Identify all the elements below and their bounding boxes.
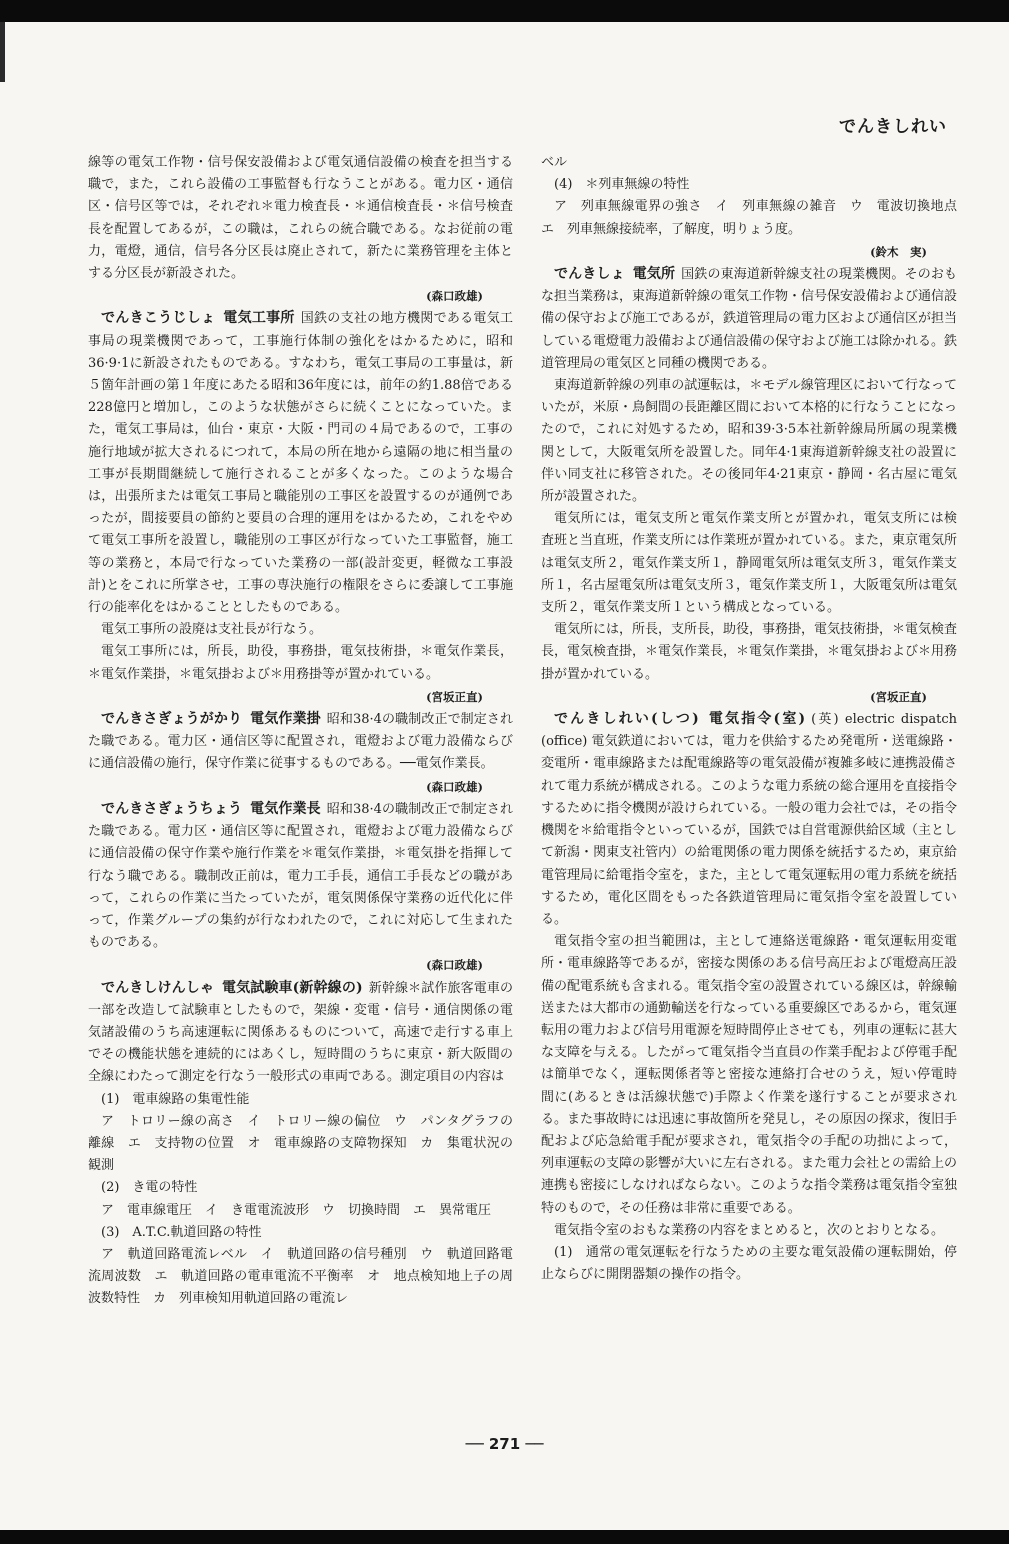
entry-headword: 電気作業長 bbox=[250, 800, 321, 817]
dictionary-entry bbox=[541, 708, 957, 931]
author-credit: (森口政雄) bbox=[426, 289, 483, 304]
scan-border-top bbox=[0, 0, 1009, 22]
entry-body: 昭和38·4の職制改正で制定された職である。電力区・通信区等に配置され，電燈および電力設備ならびに通信設備の施行，保守作業に従事するものである。──電気作業長。 bbox=[88, 712, 514, 772]
entry-reading: でんきしょ bbox=[554, 266, 625, 283]
dictionary-entry bbox=[88, 708, 513, 776]
entry-headword: 電気指令(室) bbox=[706, 711, 806, 728]
paragraph: 東海道新幹線の列車の試運転は，＊モデル線管理区において行なっていたが，米原・鳥飼間の長距離区間において本格的に行なうことになったので，これに対処するため，昭和39·3·5本社新幹線局所属の現業機関として，大阪電気所を設置した。同年4·1東海道新幹線支社の設置に伴い同支社に移管された。その後同年4·21東京・静岡・名古屋に電気所が設置された。 bbox=[541, 378, 958, 505]
running-header: でんきしれい bbox=[839, 117, 947, 137]
list-subitems: ア 電車線電圧 イ き電電流波形 ウ 切換時間 エ 異常電圧 bbox=[101, 1202, 492, 1218]
entry-body: 国鉄の支社の地方機関である電気工事局の現業機関であって，工事施行体制の強化をはかるために，昭和36·9·1に新設されたものである。すなわち，電気工事局の工事量は，新５箇年計画の第１年度にあたる昭和36年度には，前年の約1.88倍である228億円と増加し，このような状態がさらに続くことになっていた。また，電気工事局は，仙台・東京・大阪・門司の４局であるので，工事の施行地域が拡大されるにつれて，本局の所在地から遠隔の地に相当量の工事が長期間継続して施行されることが多くなった。このような場合は，出張所または電気工事局と職能別の工事区を設置するのが通例であったが，間接要員の節約と要員の合理的運用をはかるため，これをやめて電気工事所を設置し，職能別の工事区が行なっていた工事監督，施工等の業務と，本局で行なっていた業務の一部(設計変更，軽微な工事設計)とをこれに所掌させ，工事の専決施行の権限をさらに委譲して工事施行の能率化をはかることとしたものである。 bbox=[88, 311, 513, 616]
scan-border-bottom bbox=[0, 1530, 1009, 1544]
paragraph: 線等の電気工作物・信号保安設備および電気通信設備の検査を担当する職で，また，これら設備の工事監督も行なうことがある。電力区・通信区・信号区等では，それぞれ＊電力検査長・＊通信検査長・＊信号検査長を配置してあるが，この職は，これらの統合職である。なお従前の電力，電燈，通信，信号各分区長は廃止されて，新たに業務管理を主体とする分区長が新設された。 bbox=[88, 155, 513, 282]
right-column bbox=[541, 152, 971, 1286]
entry-reading: でんきしけんしゃ bbox=[101, 979, 215, 996]
paragraph: 電気指令室のおもな業務の内容をまとめると，次のとおりとなる。 bbox=[554, 1222, 945, 1238]
entry-body: 新幹線＊試作旅客電車の一部を改造して試験車としたもので，架線・変電・信号・通信関係の電気諸設備のうち高速運転に関係あるものについて，高速で走行する車上でその機能状態を連続的にはあくし，短時間のうちに東京・新大阪間の全線にわたって測定を行なう一般形式の車両である。測定項目の内容は bbox=[88, 980, 513, 1085]
list-subitems: ア 列車無線電界の強さ イ 列車無線の雑音 ウ 電波切換地点 エ 列車無線接続率，了解度，明りょう度。 bbox=[541, 199, 971, 237]
page-number-value: 271 bbox=[488, 1435, 521, 1453]
list-item: (3) A.T.C.軌道回路の特性 bbox=[101, 1224, 262, 1240]
entry-body: (英) electric dispatch (office) 電気鉄道においては，電力を供給するため発電所・送電線路・変電所・電車線路または配電線路等の電気設備が複雑多岐に連携設備されて電力系統が構成される。このような電力系統の総合運用を直接指令するために指令機関が設けられている。一般の電力会社では，その指令機関を＊給電指令といっているが，国鉄では自営電源供給区域（主として新潟・関東支社管内）の給電関係の電力関係を統括するため，東京給電管理局に給電指令室を，また，主として電気運転用の電力系統を統括するため，電化区間をもった各鉄道管理局に電気指令室を設置している。 bbox=[541, 712, 958, 927]
page-number: ── 271 ── bbox=[465, 1435, 544, 1453]
entry-headword: 電気作業掛 bbox=[250, 711, 321, 728]
entry-body: 国鉄の東海道新幹線支社の現業機関。そのおもな担当業務は，東海道新幹線の電気工作物・信号保安設備および通信設備の保守および施工であるが，鉄道管理局の電力区および通信区が担当している電燈電力設備および通信設備の保守および施工は除かれる。鉄道管理局の電気区と同種の機関である。 bbox=[541, 267, 958, 371]
paragraph: (1) 通常の電気運転を行なうための主要な電気設備の運転開始，停止ならびに開閉器類の操作の指令。 bbox=[541, 1244, 957, 1283]
entry-reading: でんきさぎょうちょう bbox=[101, 800, 243, 817]
scan-border-left bbox=[0, 22, 5, 82]
author-credit: (宮坂正直) bbox=[426, 689, 483, 704]
dictionary-entry bbox=[541, 263, 957, 375]
entry-reading: でんきさぎょうがかり bbox=[101, 711, 243, 728]
paragraph: 電気工事所の設廃は支社長が行なう。 bbox=[101, 622, 323, 638]
list-item: (1) 電車線路の集電性能 bbox=[101, 1091, 250, 1107]
author-credit: (森口政雄) bbox=[426, 779, 483, 794]
left-column bbox=[88, 152, 513, 1311]
entry-headword: 電気試験車(新幹線の) bbox=[222, 979, 363, 996]
dictionary-entry bbox=[88, 798, 513, 954]
paragraph: 電気工事所には，所長，助役，事務掛，電気技術掛，＊電気作業長，＊電気作業掛，＊電気掛および＊用務掛等が置かれている。 bbox=[88, 644, 513, 682]
list-item: (4) ＊列車無線の特性 bbox=[554, 177, 690, 193]
dictionary-entry bbox=[88, 307, 513, 619]
paragraph: 電気所には，所長，支所長，助役，事務掛，電気技術掛，＊電気検査長，電気検査掛，＊電気作業長，＊電気作業掛，＊電気掛および＊用務掛が置かれている。 bbox=[541, 622, 958, 682]
author-credit: (宮坂正直) bbox=[870, 689, 927, 704]
entry-body: 昭和38·4の職制改正で制定された職である。電力区・通信区等に配置され，電燈および電力設備ならびに通信設備の保守作業や施行作業を＊電気作業掛，＊電気掛を指揮して行なう職である。職制改正前は，電力工手長，通信工手長などの職があって，これらの作業に当たっていたが，電気関係保守業務の近代化に伴って，作業グループの集約が行なわれたので，これに対応して生まれたものである。 bbox=[88, 801, 514, 951]
entry-reading: でんきこうじしょ bbox=[101, 310, 216, 327]
paragraph: 電気指令室の担当範囲は，主として連絡送電線路・電気運転用変電所・電車線路等であるが，密接な関係のある信号高圧および電燈高圧設備の配電系統も含まれる。電気指令室の設置されている線区は，幹線輸送または大都市の通勤輸送を行なっている重要線区であるから，電気運転用の電力および信号用電源を短時間停止させても，列車の運転に甚大な支障を与える。したがって電気指令当直員の作業手配および停電手配は簡単でなく，運転関係者等と密接な連絡打合せのうえ，短い停電時間に(あるときは活線状態で)手際よく作業を遂行することが要求される。また事故時には迅速に事故箇所を発見し，その原因の探求，復旧手配および応急給電手配が要求され，電気指令の手配の功拙によって，列車運転の支障の影響が大いに左右される。また電力会社との需給上の連携も密接にしなければならない。このような指令業務は電気指令室独特のもので，その任務は非常に重要である。 bbox=[541, 934, 958, 1216]
paragraph: 電気所には，電気支所と電気作業支所とが置かれ，電気支所には検査班と当直班，作業支所には作業班が置かれている。また，東京電気所は電気支所２，電気作業支所１，静岡電気所は電気支所３，電気作業支所１，名古屋電気所は電気支所３，電気作業支所１，大阪電気所は電気支所２，電気作業支所１という構成となっている。 bbox=[541, 511, 958, 616]
list-subitems: ア トロリー線の高さ イ トロリー線の偏位 ウ パンタグラフの離線 エ 支持物の位置 オ 電車線路の支障物探知 カ 集電状況の観測 bbox=[88, 1113, 513, 1174]
paragraph: ベル bbox=[541, 155, 568, 170]
list-item: (2) き電の特性 bbox=[101, 1180, 198, 1196]
entry-headword: 電気工事所 bbox=[223, 310, 295, 327]
author-credit: (森口政雄) bbox=[426, 958, 483, 973]
entry-reading: でんきしれい(しつ) bbox=[554, 711, 699, 728]
author-credit: (鈴木 実) bbox=[870, 244, 927, 259]
entry-headword: 電気所 bbox=[632, 266, 676, 283]
dictionary-entry bbox=[88, 977, 513, 1089]
list-subitems: ア 軌道回路電流レベル イ 軌道回路の信号種別 ウ 軌道回路電流周波数 エ 軌道回路の電車電流不平衡率 オ 地点検知地上子の周波数特性 カ 列車検知用軌道回路の電流レ bbox=[88, 1246, 513, 1307]
